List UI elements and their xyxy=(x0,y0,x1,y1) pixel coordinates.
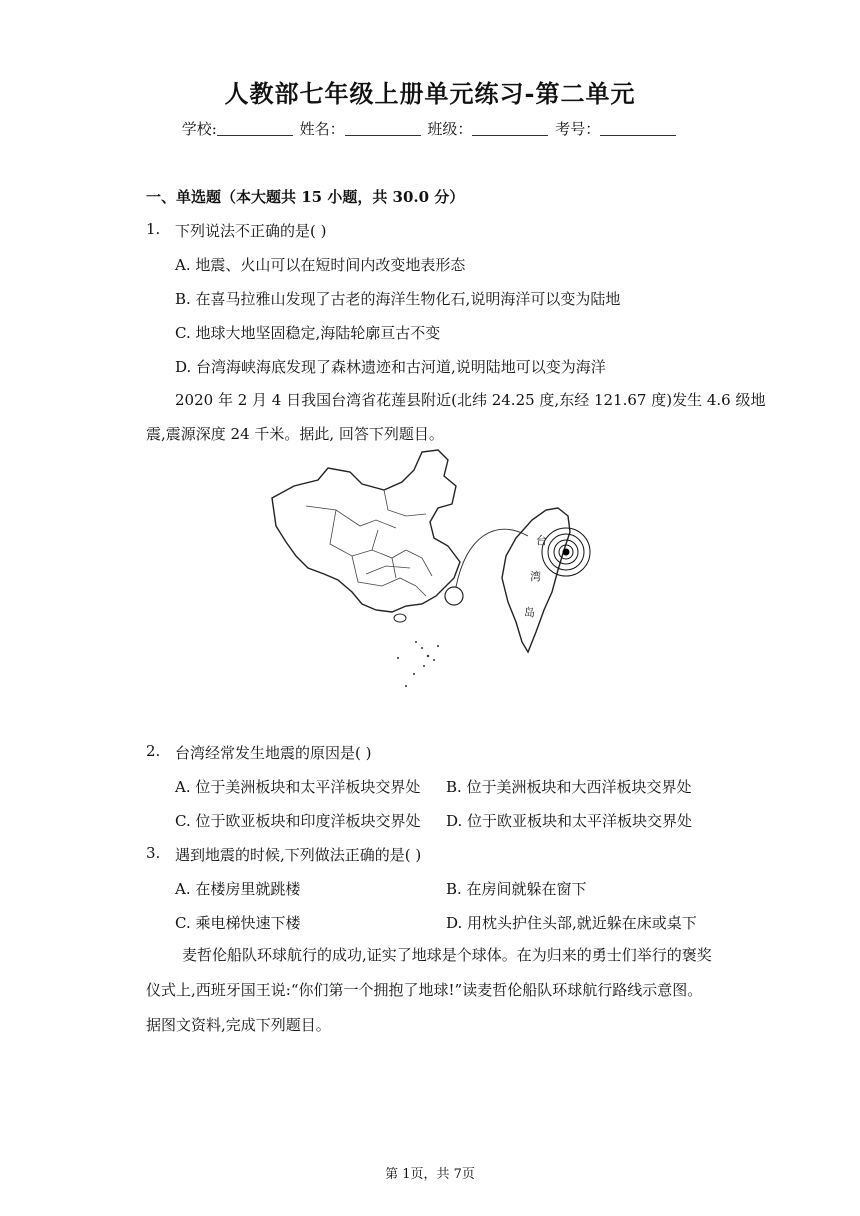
connector-line xyxy=(456,529,528,587)
q3-text: 遇到地震的时候,下列做法正确的是( ) xyxy=(175,846,422,864)
name-label: 姓名： xyxy=(299,120,345,138)
class-blank xyxy=(472,121,548,136)
passage1-line2: 震,震源深度 24 千米。据此, 回答下列题目。 xyxy=(146,425,444,443)
q2-option-c: C. 位于欧亚板块和印度洋板块交界处 xyxy=(175,812,421,830)
q3-option-d: D. 用枕头护住头部,就近躲在床或桌下 xyxy=(446,914,697,932)
taiwan-locator-circle xyxy=(445,587,463,605)
student-info-line xyxy=(0,118,860,139)
page-footer: 第 1页，共 7页 xyxy=(385,1167,475,1182)
passage2-line2: 仪式上,西班牙国王说:“你们第一个拥抱了地球!”读麦哲伦船队环球航行路线示意图。 xyxy=(146,981,703,999)
page-title: 人教部七年级上册单元练习-第二单元 xyxy=(224,79,636,108)
q2-option-d: D. 位于欧亚板块和太平洋板块交界处 xyxy=(446,812,693,830)
q1-option-d: D. 台湾海峡海底发现了森林遗迹和古河道,说明陆地可以变为海洋 xyxy=(175,358,606,376)
map-label-wan: 湾 xyxy=(530,570,541,583)
q3-option-c: C. 乘电梯快速下楼 xyxy=(175,914,301,932)
china-outline xyxy=(272,450,460,612)
passage2-line1: 麦哲伦船队环球航行的成功,证实了地球是个球体。在为归来的勇士们举行的褒奖 xyxy=(182,946,712,964)
q1-option-a: A. 地震、火山可以在短时间内改变地表形态 xyxy=(175,256,466,274)
school-label: 学校: xyxy=(181,120,217,138)
q1-text: 下列说法不正确的是( ) xyxy=(175,222,327,240)
map-label-tai: 台 xyxy=(536,534,547,547)
q1-number: 1. xyxy=(146,220,161,238)
section-heading: 一、单选题（本大题共 15 小题，共 30.0 分） xyxy=(146,188,465,206)
epicenter-dot xyxy=(563,549,570,556)
q1-option-c: C. 地球大地坚固稳定,海陆轮廓亘古不变 xyxy=(175,324,441,342)
q2-number: 2. xyxy=(146,742,161,760)
exam-number-label: 考号： xyxy=(555,120,601,138)
exam-number-blank xyxy=(600,121,676,136)
q3-option-a: A. 在楼房里就跳楼 xyxy=(175,880,301,898)
q2-text: 台湾经常发生地震的原因是( ) xyxy=(175,744,372,762)
class-label: 班级： xyxy=(427,120,473,138)
name-blank xyxy=(345,121,421,136)
passage1-line1: 2020 年 2 月 4 日我国台湾省花莲县附近(北纬 24.25 度,东经 121.67 度)发生 4.6 级地 xyxy=(175,391,766,409)
province-boundaries xyxy=(306,490,432,596)
q2-option-a: A. 位于美洲板块和太平洋板块交界处 xyxy=(175,778,421,796)
south-sea-islands xyxy=(397,641,439,687)
q3-number: 3. xyxy=(146,844,161,862)
taiwan-earthquake-map xyxy=(266,446,596,702)
q2-option-b: B. 位于美洲板块和大西洋板块交界处 xyxy=(446,778,692,796)
passage2-line3: 据图文资料,完成下列题目。 xyxy=(146,1016,331,1034)
q3-option-b: B. 在房间就躲在窗下 xyxy=(446,880,587,898)
map-label-dao: 岛 xyxy=(524,606,535,619)
hainan-island xyxy=(394,614,406,622)
q1-option-b: B. 在喜马拉雅山发现了古老的海洋生物化石,说明海洋可以变为陆地 xyxy=(175,290,621,308)
school-blank xyxy=(217,121,293,136)
